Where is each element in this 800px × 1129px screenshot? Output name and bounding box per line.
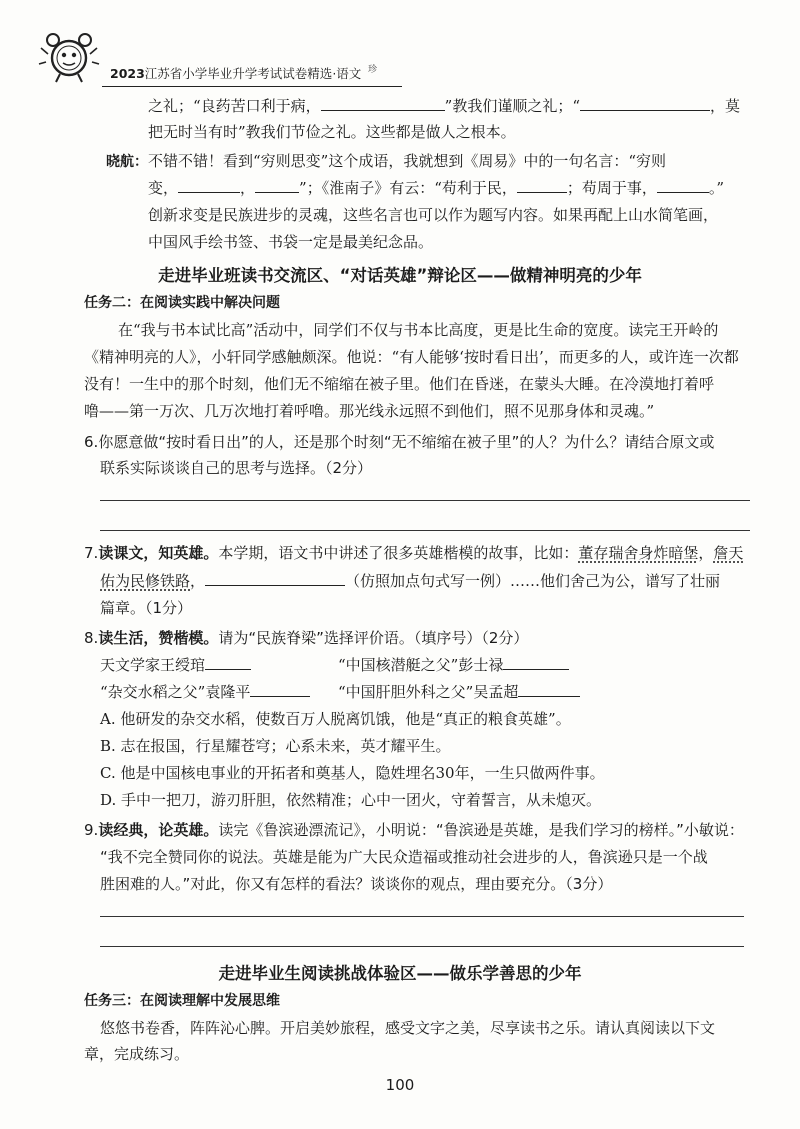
section-2-title: 走进毕业班读书交流区、“对话英雄”辩论区——做精神明亮的少年 <box>158 266 642 285</box>
blank[interactable] <box>580 96 710 111</box>
blank[interactable] <box>250 682 310 697</box>
question-7-line-1: 7.读课文，知英雄。本学期，语文书中讲述了很多英雄楷模的故事，比如：董存瑞舍身炸暗堡，詹天 <box>84 544 744 562</box>
section-2-paragraph-line: 噜——第一万次、几万次地打着呼噜。那光线永远照不到他们，照不见那身体和灵魂。” <box>84 402 655 420</box>
blank[interactable] <box>321 96 445 111</box>
section-2-paragraph-line: 没有！一生中的那个时刻，他们无不缩缩在被子里。他们在昏迷，在蒙头大睡。在冷漠地打着呼 <box>84 375 715 393</box>
page-number: 100 <box>385 1076 415 1094</box>
xiaohang-line-2: 变， ， ”；《淮南子》有云：“苟利于民， ；苟周于事， 。” <box>148 179 725 197</box>
xiaohang-line-1: 晓航：不错不错！看到“穷则思变”这个成语，我就想到《周易》中的一句名言：“穷则 <box>106 152 667 170</box>
question-9-line-2: “我不完全赞同你的说法。英雄是能为广大民众造福或推动社会进步的人，鲁滨逊只是一个战 <box>100 848 708 866</box>
hero-2: “中国核潜艇之父”彭士禄 <box>338 655 569 675</box>
intro-line-2: 把无时当有时”教我们节俭之礼。这些都是做人之根本。 <box>148 123 516 141</box>
hero-1: 天文学家王绶琯 <box>100 655 251 675</box>
question-7-line-3: 篇章。（1分） <box>100 599 193 617</box>
option-b: B. 志在报国，行星耀苍穹；心系未来，英才耀平生。 <box>100 737 451 755</box>
intro-line-1: 之礼；“良药苦口利于病， ”教我们谨顺之礼；“ ，莫 <box>148 97 741 115</box>
xiaohang-line-3: 创新求变是民族进步的灵魂，这些名言也可以作为题写内容。如果再配上山水简笔画， <box>148 206 719 224</box>
question-9-line-3: 胜困难的人。”对此，你又有怎样的看法？谈谈你的观点，理由要充分。（3分） <box>100 875 613 893</box>
task-2-title: 任务二：在阅读实践中解决问题 <box>84 295 280 311</box>
hero-4: “中国肝胆外科之父”吴孟超 <box>338 682 580 702</box>
option-a: A. 他研发的杂交水稻，使数百万人脱离饥饿，他是“真正的粮食英雄”。 <box>100 710 571 728</box>
blank[interactable] <box>657 178 709 193</box>
blank[interactable] <box>503 655 569 670</box>
answer-line[interactable] <box>100 500 750 501</box>
question-9-line-1: 9.读经典，论英雄。读完《鲁滨逊漂流记》，小明说：“鲁滨逊是英雄，是我们学习的榜样。”小敏说： <box>84 821 744 839</box>
blank[interactable] <box>205 655 251 670</box>
header-rule <box>102 86 402 87</box>
blank[interactable] <box>517 178 567 193</box>
hero-3: “杂交水稻之父”袁隆平 <box>100 682 310 702</box>
question-7-line-2: 佑为民修铁路， （仿照加点句式写一例）……他们舍己为公，谱写了壮丽 <box>100 572 721 590</box>
question-8-line-1: 8.读生活，赞楷模。请为“民族脊梁”选择评价语。（填序号）（2分） <box>84 629 529 647</box>
page-header <box>30 22 750 82</box>
section-3-paragraph-line: 章，完成练习。 <box>84 1045 190 1063</box>
header-title: 2023江苏省小学毕业升学考试试卷精选·语文 <box>110 66 362 81</box>
section-3-paragraph-line: 悠悠书卷香，阵阵沁心脾。开启美妙旅程，感受文字之美，尽享读书之乐。请认真阅读以下文 <box>100 1019 716 1037</box>
task-3-title: 任务三：在阅读理解中发展思维 <box>84 993 280 1009</box>
section-3-title: 走进毕业生阅读挑战体验区——做乐学善思的少年 <box>218 964 582 983</box>
blank[interactable] <box>178 178 240 193</box>
blank[interactable] <box>255 178 299 193</box>
section-2-paragraph-line: 《精神明亮的人》，小轩同学感触颇深。他说：“有人能够‘按时看日出’，而更多的人，或许连一次都 <box>84 348 739 366</box>
question-6-line-1: 6.你愿意做“按时看日出”的人，还是那个时刻“无不缩缩在被子里”的人？为什么？请结合原文或 <box>84 433 715 451</box>
answer-line[interactable] <box>100 916 744 917</box>
option-d: D. 手中一把刀，游刃肝胆，依然精准；心中一团火，守着誓言，从未熄灭。 <box>100 791 602 809</box>
answer-line[interactable] <box>100 946 744 947</box>
alarm-clock-mascot-icon <box>38 28 100 86</box>
question-6-line-2: 联系实际谈谈自己的思考与选择。（2分） <box>100 459 373 477</box>
option-c: C. 他是中国核电事业的开拓者和奠基人，隐姓埋名30年，一生只做两件事。 <box>100 764 605 782</box>
answer-line[interactable] <box>100 530 750 531</box>
xiaohang-line-4: 中国风手绘书签、书袋一定是最美纪念品。 <box>148 233 434 251</box>
section-2-paragraph-line: 在“我与书本试比高”活动中，同学们不仅与书本比高度，更是比生命的宽度。读完王开岭的 <box>118 321 719 339</box>
blank[interactable] <box>205 571 345 586</box>
header-mark: 珍 <box>368 65 378 75</box>
blank[interactable] <box>518 682 580 697</box>
